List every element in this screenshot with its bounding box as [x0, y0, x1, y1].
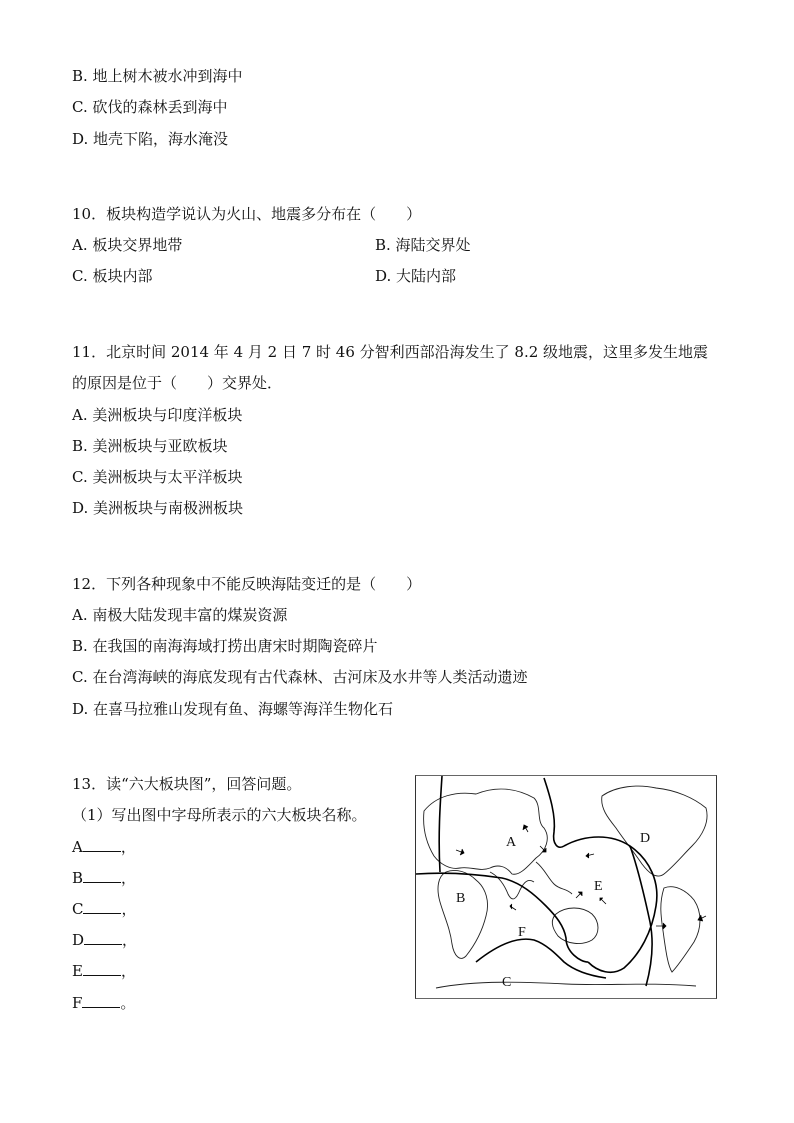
q12-option-c: C. 在台湾海峡的海底发现有古代森林、古河床及水井等人类活动遗迹: [72, 668, 528, 686]
q11-option-c: C. 美洲板块与太平洋板块: [72, 468, 243, 486]
q12-option-b: B. 在我国的南海海域打捞出唐宋时期陶瓷碎片: [72, 637, 378, 655]
q11-option-a: A. 美洲板块与印度洋板块: [72, 406, 243, 424]
arabia-india-coast: [490, 872, 534, 899]
south-america-coast: [661, 887, 700, 972]
plate-boundary-atlantic: [439, 776, 442, 872]
six-plates-map: [415, 775, 717, 999]
blank-line[interactable]: [83, 961, 121, 976]
arrow-mark: [586, 853, 594, 858]
q13-stem: 13．读“六大板块图”，回答问题。: [72, 775, 302, 793]
arrow-mark: [456, 849, 464, 855]
plate-label-e: E: [594, 879, 603, 894]
blank-punct: ，: [121, 869, 137, 887]
plate-label-f: F: [518, 925, 526, 940]
arrow-mark: [600, 898, 606, 904]
plate-label-d: D: [640, 831, 651, 846]
q10-option-c: C. 板块内部: [72, 267, 153, 285]
blank-punct: ，: [120, 962, 136, 980]
answer-blank-e[interactable]: [72, 961, 136, 981]
q13-subquestion-1: （1）写出图中字母所表示的六大板块名称。: [72, 806, 367, 824]
blank-letter: F: [72, 994, 83, 1012]
arrow-mark: [576, 892, 582, 898]
q11-stem-line2: 的原因是位于（ ）交界处．: [72, 374, 283, 392]
blank-punct: ，: [120, 838, 136, 856]
blank-letter: D: [72, 931, 85, 949]
blank-letter: E: [72, 962, 83, 980]
answer-blank-f[interactable]: [72, 993, 135, 1013]
q12-option-a: A. 南极大陆发现丰富的煤炭资源: [72, 606, 288, 624]
arrow-mark: [523, 825, 528, 832]
plates-map-svg: [416, 776, 716, 998]
q10-option-a: A. 板块交界地带: [72, 236, 183, 254]
arrow-mark: [656, 923, 666, 929]
blank-letter: A: [72, 838, 83, 856]
blank-punct: ，: [122, 931, 138, 949]
blank-punct: ，: [121, 900, 137, 918]
north-america-coast: [602, 786, 707, 876]
blank-line[interactable]: [84, 930, 122, 945]
eurasia-coast: [424, 789, 548, 874]
q12-stem: 12．下列各种现象中不能反映海陆变迁的是（ ）: [72, 575, 422, 593]
plate-label-a: A: [506, 835, 517, 850]
blank-letter: B: [72, 869, 84, 887]
q10-option-d: D. 大陆内部: [375, 267, 457, 285]
plate-label-b: B: [456, 891, 466, 906]
se-asia-coast: [536, 862, 572, 894]
blank-line[interactable]: [83, 899, 121, 914]
plate-boundary-indian: [416, 873, 588, 962]
plate-boundary-pacific: [564, 837, 657, 972]
answer-blank-c[interactable]: [72, 899, 137, 919]
blank-letter: C: [72, 900, 84, 918]
q12-option-d: D. 在喜马拉雅山发现有鱼、海螺等海洋生物化石: [72, 700, 394, 718]
australia-coast: [552, 908, 598, 943]
answer-blank-d[interactable]: [72, 930, 137, 950]
q9-option-d: D. 地壳下陷，海水淹没: [72, 130, 229, 148]
answer-blank-a[interactable]: [72, 837, 136, 857]
answer-blank-b[interactable]: [72, 868, 136, 888]
africa-coast: [438, 870, 488, 958]
blank-punct: 。: [120, 994, 136, 1012]
arrow-mark: [698, 915, 706, 921]
plate-boundary-antarctic: [476, 939, 606, 978]
q11-option-b: B. 美洲板块与亚欧板块: [72, 437, 228, 455]
q10-stem: 10．板块构造学说认为火山、地震多分布在（ ）: [72, 205, 422, 223]
blank-line[interactable]: [82, 993, 120, 1008]
arrow-mark: [510, 904, 516, 910]
q11-option-d: D. 美洲板块与南极洲板块: [72, 499, 244, 517]
blank-line[interactable]: [83, 837, 121, 852]
q10-option-b: B. 海陆交界处: [375, 236, 471, 254]
plate-label-c: C: [502, 975, 512, 990]
antarctica-coast: [436, 982, 696, 988]
q11-stem-line1: 11．北京时间 2014 年 4 月 2 日 7 时 46 分智利西部沿海发生了 8.2 级地震，这里多发生地震: [72, 343, 709, 361]
q9-option-c: C. 砍伐的森林丢到海中: [72, 98, 228, 116]
q9-option-b: B. 地上树木被水冲到海中: [72, 67, 243, 85]
blank-line[interactable]: [83, 868, 121, 883]
